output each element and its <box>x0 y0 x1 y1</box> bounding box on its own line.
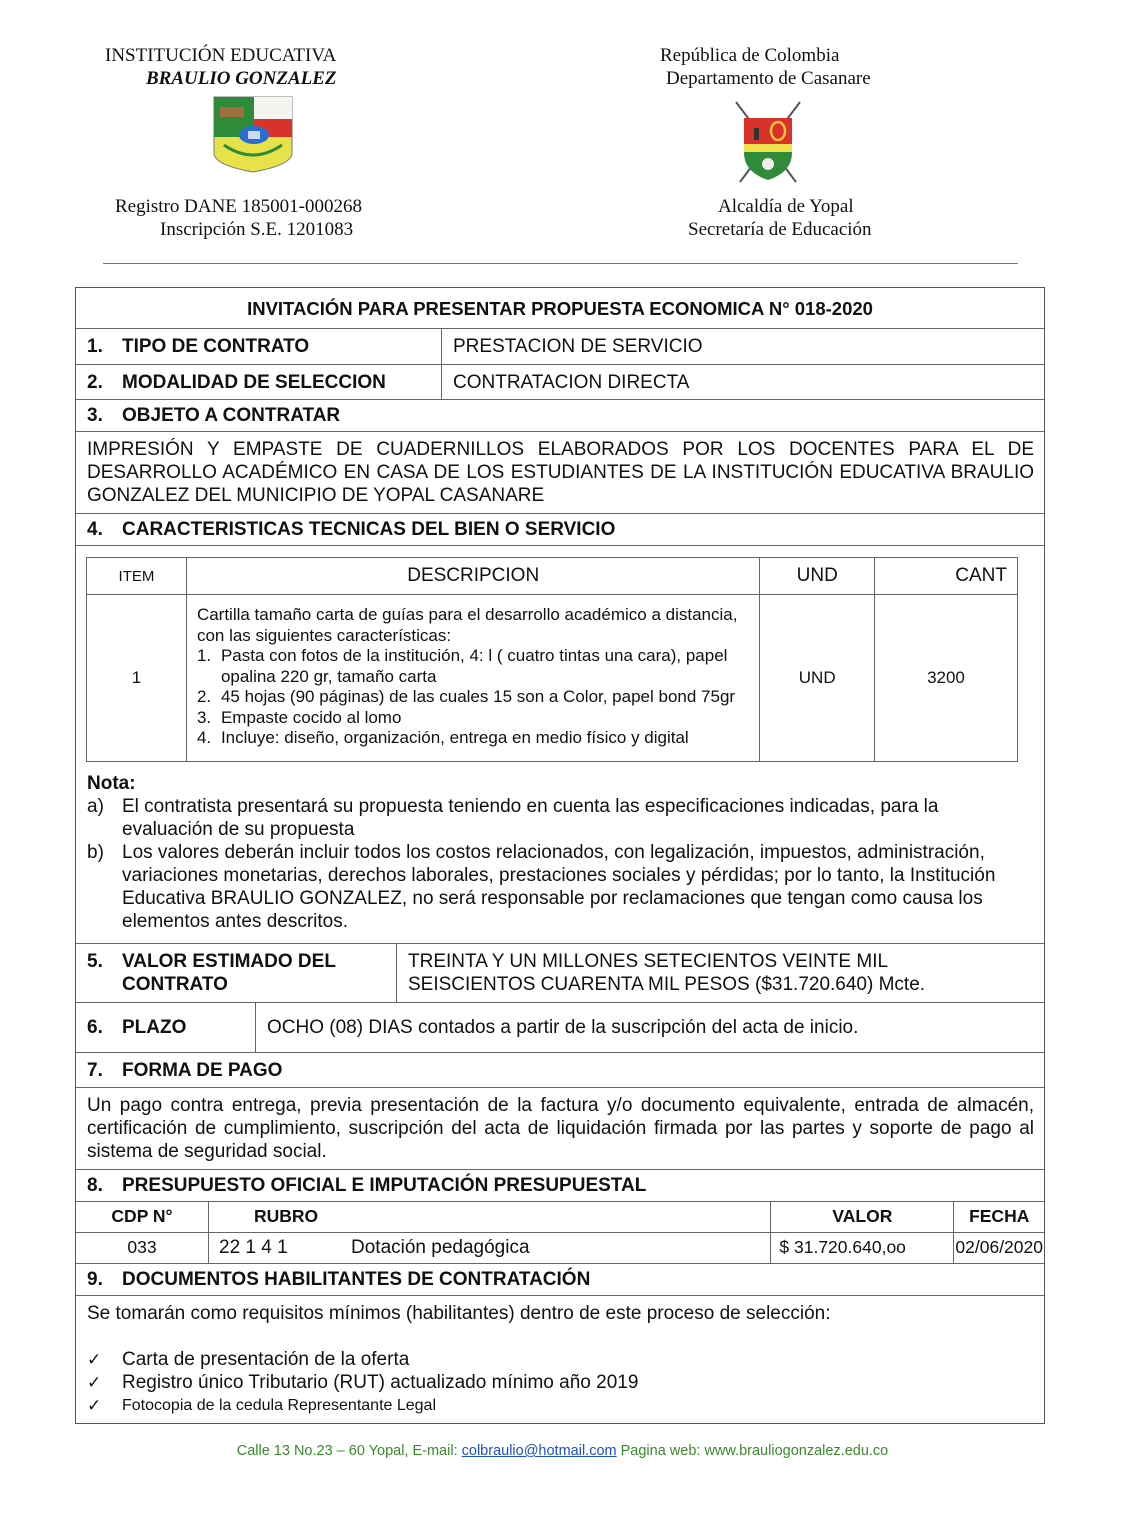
notes <box>76 766 1044 943</box>
item-quantity: 3200 <box>874 595 1017 762</box>
budget-date: 02/06/2020 <box>954 1232 1044 1263</box>
documents-body <box>76 1296 1044 1423</box>
section-number: 8. <box>87 1174 103 1196</box>
col-quantity: CANT <box>874 558 1017 595</box>
item-number: 1 <box>87 595 187 762</box>
col-description: DESCRIPCION <box>186 558 760 595</box>
section-number: 4. <box>87 519 103 540</box>
institution-header <box>90 44 420 90</box>
section-number: 1. <box>87 336 103 357</box>
footer-address: Calle 13 No.23 – 60 Yopal, E-mail: <box>236 1443 462 1459</box>
checkmark-icon: ✓ <box>87 1349 102 1369</box>
budget-value: $ 31.720.640,oo <box>771 1232 954 1263</box>
documents-list <box>76 1325 1044 1423</box>
republic-name: República de Colombia <box>660 45 840 66</box>
note-title: Nota: <box>87 772 136 794</box>
col-unit: UND <box>760 558 874 595</box>
section-label: PLAZO <box>122 1016 187 1038</box>
section-budget <box>76 1170 1044 1202</box>
technical-specs-body <box>76 546 1044 944</box>
note-item: a) El contratista presentará su propuesta teniendo en cuenta las especificaciones indicadas, para la evaluación de su propuesta <box>87 795 939 840</box>
object-description: IMPRESIÓN Y EMPASTE DE CUADERNILLOS ELABORADOS POR LOS DOCENTES PARA EL DE DESARROLLO ACADÉMICO EN CASA DE LOS ESTUDIANTES DE LA INSTITUCIÓN EDUCATIVA BRAULIO GONZALEZ DEL MUNICIPIO DE YOPAL CASANARE <box>76 432 1044 514</box>
documents-intro: Se tomarán como requisitos mínimos (habilitantes) dentro de este proceso de selección: <box>87 1302 831 1324</box>
item-unit: UND <box>760 595 874 762</box>
budget-table <box>76 1202 1044 1263</box>
section-object <box>76 400 1044 432</box>
registro-dane: Registro DANE 185001-000268 <box>115 196 362 217</box>
col-valor: VALOR <box>771 1202 954 1233</box>
section-number: 3. <box>87 405 103 426</box>
footer <box>0 1443 1125 1459</box>
note-item: b) Los valores deberán incluir todos los costos relacionados, con legalización, impuestos, administración, variaciones monetarias, derechos laborales, prestaciones sociales y pérdidas; por lo tanto, la Institución Educativa BRAULIO GONZALEZ, no será responsable por reclamaciones que tengan como causa los elementos antes descritos. <box>87 841 996 932</box>
section-payment <box>76 1053 1044 1088</box>
list-item: ✓ Registro único Tributario (RUT) actualizado mínimo año 2019 <box>87 1371 639 1393</box>
municipality-info <box>688 195 872 241</box>
table-row <box>87 595 1018 762</box>
section-documents <box>76 1264 1044 1296</box>
section-number: 7. <box>87 1059 103 1081</box>
form-title: INVITACIÓN PARA PRESENTAR PROPUESTA ECONOMICA N° 018-2020 <box>76 288 1044 329</box>
budget-header <box>76 1202 1044 1233</box>
government-header <box>650 44 910 90</box>
section-number: 2. <box>87 372 103 393</box>
section-contract-type <box>76 329 1044 365</box>
school-crest-icon <box>210 95 296 173</box>
list-item: ✓ Fotocopia de la cedula Representante Legal <box>87 1395 436 1415</box>
section-label: DOCUMENTOS HABILITANTES DE CONTRATACIÓN <box>122 1268 591 1290</box>
section-term <box>76 1003 1044 1053</box>
estimated-value: TREINTA Y UN MILLONES SETECIENTOS VEINTE MIL SEISCIENTOS CUARENTA MIL PESOS ($31.720.640) Mcte. <box>408 950 926 995</box>
list-item: ✓ Carta de presentación de la oferta <box>87 1348 410 1370</box>
col-fecha: FECHA <box>954 1202 1044 1233</box>
section-number: 9. <box>87 1268 103 1290</box>
item-intro: Cartilla tamaño carta de guías para el desarrollo académico a distancia, con las siguientes características: <box>196 605 738 645</box>
section-label: TIPO DE CONTRATO <box>122 336 310 357</box>
payment-description: Un pago contra entrega, previa presentación de la factura y/o documento equivalente, entrada de almacén, certificación de cumplimiento, suscripción del acta de liquidación firmada por las partes y soporte de pago al sistema de seguridad social. <box>76 1088 1044 1170</box>
email-link[interactable]: colbraulio@hotmail.com <box>461 1443 617 1459</box>
inscripcion: Inscripción S.E. 1201083 <box>160 219 354 240</box>
list-item: 2. 45 hojas (90 páginas) de las cuales 15 son a Color, papel bond 75gr <box>196 687 736 706</box>
department-name: Departamento de Casanare <box>666 68 871 89</box>
invitation-form <box>75 287 1045 1424</box>
section-label: FORMA DE PAGO <box>122 1059 283 1081</box>
items-table-header <box>87 558 1018 595</box>
section-technical-specs <box>76 514 1044 546</box>
section-label: OBJETO A CONTRATAR <box>122 405 341 426</box>
casanare-coat-of-arms-icon <box>730 98 806 184</box>
section-selection-mode <box>76 365 1044 400</box>
items-table <box>86 557 1018 762</box>
col-cdp: CDP N° <box>76 1202 209 1233</box>
list-item: 1. Pasta con fotos de la institución, 4: l ( cuatro tintas una cara), papel opalina 220 gr, tamaño carta <box>196 646 728 686</box>
secretaria: Secretaría de Educación <box>688 219 872 240</box>
checkmark-icon: ✓ <box>87 1372 102 1392</box>
rubro-name: Dotación pedagógica <box>350 1232 771 1263</box>
contract-type-value: PRESTACION DE SERVICIO <box>453 336 703 357</box>
budget-body <box>76 1202 1044 1264</box>
institution-name: BRAULIO GONZALEZ <box>146 68 337 89</box>
checkmark-icon: ✓ <box>87 1395 102 1415</box>
item-features <box>197 646 752 749</box>
section-number: 6. <box>87 1016 103 1038</box>
col-item: ITEM <box>87 558 187 595</box>
section-number: 5. <box>87 950 103 972</box>
rubro-code: 22 1 4 1 <box>209 1232 351 1263</box>
cdp-number: 033 <box>76 1232 209 1263</box>
registration-info <box>115 195 362 241</box>
selection-mode-value: CONTRATACION DIRECTA <box>453 372 690 393</box>
header-divider <box>103 263 1018 264</box>
term-value: OCHO (08) DIAS contados a partir de la suscripción del acta de inicio. <box>267 1016 859 1038</box>
institution-line1: INSTITUCIÓN EDUCATIVA <box>105 45 337 66</box>
list-item: 3. Empaste cocido al lomo <box>196 707 402 727</box>
section-label: VALOR ESTIMADO DEL CONTRATO <box>122 950 336 995</box>
alcaldia: Alcaldía de Yopal <box>718 196 854 217</box>
section-estimated-value <box>76 944 1044 1003</box>
item-description <box>186 595 760 762</box>
col-rubro: RUBRO <box>209 1202 771 1233</box>
footer-website: Pagina web: www.brauliogonzalez.edu.co <box>616 1443 889 1459</box>
table-row <box>76 1232 1044 1263</box>
list-item: 4. Incluye: diseño, organización, entrega en medio físico y digital <box>196 728 689 747</box>
section-label: CARACTERISTICAS TECNICAS DEL BIEN O SERVICIO <box>122 519 616 540</box>
section-label: PRESUPUESTO OFICIAL E IMPUTACIÓN PRESUPUESTAL <box>122 1174 647 1196</box>
section-label: MODALIDAD DE SELECCION <box>122 372 386 393</box>
